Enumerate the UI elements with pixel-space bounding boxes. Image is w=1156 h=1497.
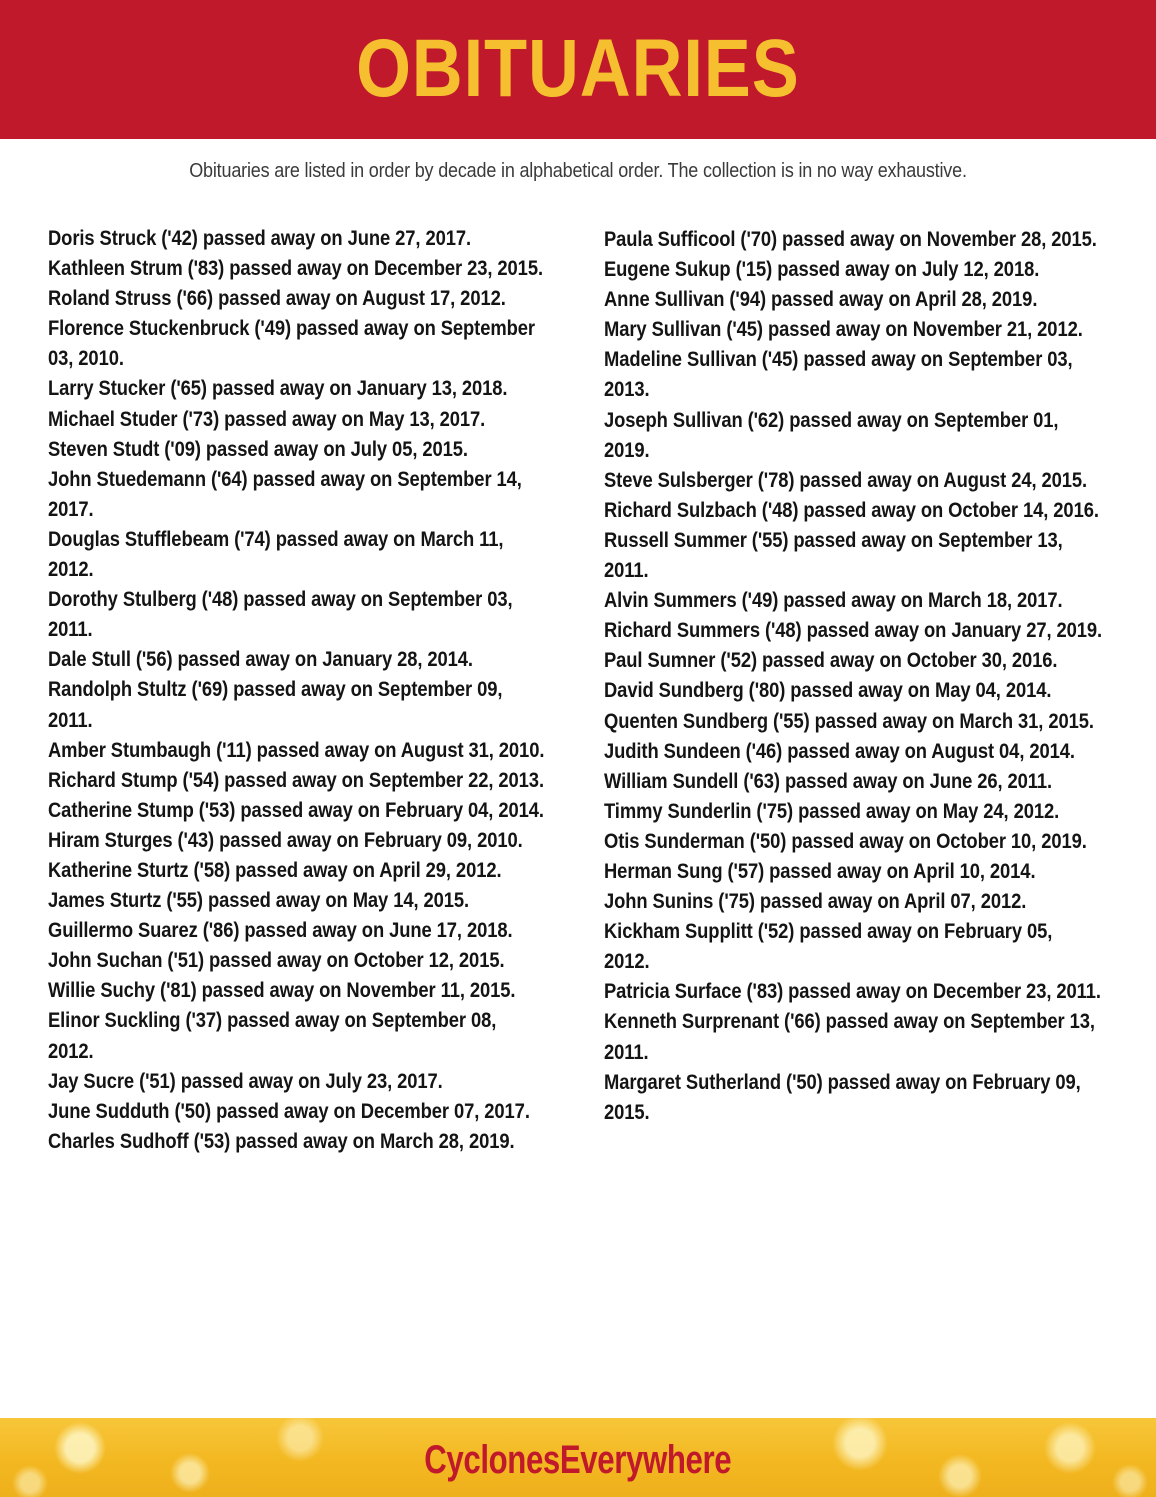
obituary-entry: Charles Sudhoff ('53) passed away on March 28, 2019. — [48, 1129, 515, 1153]
obituary-entry: Mary Sullivan ('45) passed away on November 21, 2012. — [604, 318, 1083, 342]
obituary-entry: Randolph Stultz ('69) passed away on September 09, 2011. — [48, 678, 503, 732]
obituary-entry: Florence Stuckenbruck ('49) passed away on September 03, 2010. — [48, 317, 535, 371]
obituary-entry: Patricia Surface ('83) passed away on December 23, 2011. — [604, 980, 1101, 1004]
obituary-entry: Willie Suchy ('81) passed away on November 11, 2015. — [48, 979, 516, 1003]
obituary-entry: Elinor Suckling ('37) passed away on September 08, 2012. — [48, 1009, 497, 1063]
obituary-entry: Larry Stucker ('65) passed away on January 13, 2018. — [48, 377, 508, 401]
obituary-entry: Russell Summer ('55) passed away on September 13, 2011. — [604, 528, 1063, 583]
obituary-entry: Amber Stumbaugh ('11) passed away on August 31, 2010. — [48, 738, 545, 762]
obituary-entry: Quenten Sundberg ('55) passed away on March 31, 2015. — [604, 709, 1094, 733]
intro-text: Obituaries are listed in order by decade in alphabetical order. The collection is in no way exhaustive. — [189, 160, 967, 182]
obituary-entry: James Sturtz ('55) passed away on May 14, 2015. — [48, 889, 470, 913]
obituary-entry: Dorothy Stulberg ('48) passed away on September 03, 2011. — [48, 588, 513, 642]
obituary-entry: Paula Sufficool ('70) passed away on November 28, 2015. — [604, 228, 1097, 251]
obituary-entry: June Sudduth ('50) passed away on December 07, 2017. — [48, 1099, 530, 1123]
obituary-entry: Katherine Sturtz ('58) passed away on April 29, 2012. — [48, 858, 502, 882]
page-title: OBITUARIES — [356, 22, 800, 114]
obituary-entry: Judith Sundeen ('46) passed away on August 04, 2014. — [604, 739, 1075, 763]
obituary-entry: David Sundberg ('80) passed away on May 04, 2014. — [604, 679, 1052, 703]
obituary-entry: Anne Sullivan ('94) passed away on April 28, 2019. — [604, 288, 1038, 312]
obituary-entry: Kickham Supplitt ('52) passed away on February 05, 2012. — [604, 920, 1053, 974]
obituary-column-left — [48, 224, 568, 1157]
obituary-column-right — [604, 225, 1124, 1128]
obituary-entry: Kenneth Surprenant ('66) passed away on September 13, 2011. — [604, 1010, 1095, 1064]
page-header — [0, 0, 1156, 139]
obituary-entry: Richard Summers ('48) passed away on January 27, 2019. — [604, 619, 1103, 643]
obituary-entry: Catherine Stump ('53) passed away on February 04, 2014. — [48, 798, 544, 822]
obituary-entry: Jay Sucre ('51) passed away on July 23, 2017. — [48, 1069, 443, 1093]
obituary-entry: Margaret Sutherland ('50) passed away on February 09, 2015. — [604, 1070, 1081, 1124]
obituary-entry: John Suchan ('51) passed away on October 12, 2015. — [48, 949, 505, 973]
footer-brand-logo: CyclonesEverywhere — [424, 1437, 732, 1482]
obituary-entry: Richard Stump ('54) passed away on September 22, 2013. — [48, 768, 544, 792]
obituary-entry: Herman Sung ('57) passed away on April 10, 2014. — [604, 859, 1036, 883]
obituary-entry: William Sundell ('63) passed away on June 26, 2011. — [604, 769, 1053, 793]
obituary-entry: Steven Studt ('09) passed away on July 05, 2015. — [48, 437, 468, 461]
obituary-entry: Eugene Sukup ('15) passed away on July 12, 2018. — [604, 258, 1040, 282]
obituary-entry: John Stuedemann ('64) passed away on September 14, 2017. — [48, 467, 522, 521]
obituary-entry: Steve Sulsberger ('78) passed away on August 24, 2015. — [604, 468, 1088, 492]
obituary-entry: John Sunins ('75) passed away on April 07, 2012. — [604, 890, 1027, 914]
obituary-entry: Otis Sunderman ('50) passed away on October 10, 2019. — [604, 829, 1087, 853]
obituary-entry: Dale Stull ('56) passed away on January 28, 2014. — [48, 648, 473, 672]
obituary-entry: Joseph Sullivan ('62) passed away on September 01, 2019. — [604, 408, 1059, 462]
obituary-entry: Guillermo Suarez ('86) passed away on June 17, 2018. — [48, 919, 513, 943]
obituary-entry: Kathleen Strum ('83) passed away on December 23, 2015. — [48, 257, 543, 281]
intro-text-container — [0, 160, 1156, 183]
obituary-entry: Paul Sumner ('52) passed away on October 30, 2016. — [604, 649, 1058, 673]
obituary-entry: Alvin Summers ('49) passed away on March 18, 2017. — [604, 589, 1063, 613]
obituary-entry: Michael Studer ('73) passed away on May 13, 2017. — [48, 407, 486, 431]
obituary-entry: Doris Struck ('42) passed away on June 27, 2017. — [48, 227, 471, 250]
obituary-entry: Richard Sulzbach ('48) passed away on October 14, 2016. — [604, 498, 1099, 522]
obituary-entry: Timmy Sunderlin ('75) passed away on May 24, 2012. — [604, 799, 1060, 823]
obituary-entry: Roland Struss ('66) passed away on August 17, 2012. — [48, 287, 506, 311]
obituary-entry: Madeline Sullivan ('45) passed away on September 03, 2013. — [604, 348, 1073, 402]
obituary-entry: Hiram Sturges ('43) passed away on February 09, 2010. — [48, 828, 523, 852]
page-footer — [0, 1418, 1156, 1497]
obituary-entry: Douglas Stufflebeam ('74) passed away on March 11, 2012. — [48, 527, 504, 582]
